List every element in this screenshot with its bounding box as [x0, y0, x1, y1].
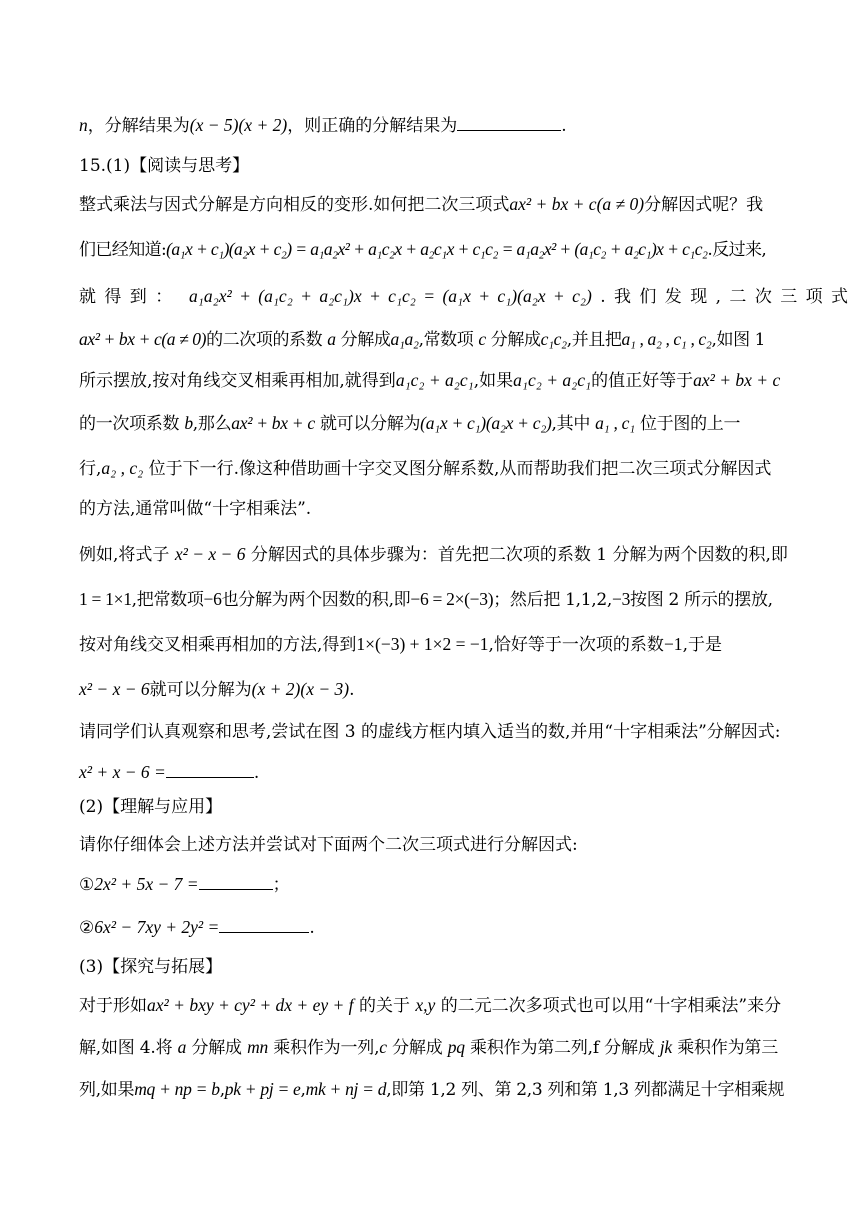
math-expression: a₁ , c₁ [595, 413, 635, 433]
section-heading: (2)【理解与应用】 [79, 797, 223, 817]
text-line [79, 760, 789, 785]
text-span: 也分解为两个因数的积,即 [221, 590, 411, 610]
text-span: 就 得 到 ： [79, 287, 173, 307]
math-expression: x² − x − 6 [174, 544, 246, 564]
math-variable: n [79, 115, 88, 135]
circled-number: ① [79, 875, 95, 895]
text-span: ,把常数项 [131, 590, 204, 610]
math-variable: pq [447, 1037, 465, 1057]
text-span: . 我 们 发 现 , 二 次 三 项 式 [600, 287, 849, 307]
text-span: 列,如果 [79, 1080, 135, 1100]
text-span: 分解因式呢？我 [644, 195, 764, 215]
math-expression: −1 [663, 634, 683, 654]
math-variable: mn [247, 1037, 269, 1057]
math-expression: x² + x − 6 = [79, 762, 166, 782]
answer-blank[interactable] [457, 114, 561, 131]
text-line [79, 192, 789, 217]
text-span: 对于形如 [79, 996, 147, 1016]
answer-blank[interactable] [166, 761, 254, 778]
text-span: ,常数项 [418, 330, 474, 350]
math-expression: −3 [612, 589, 631, 609]
math-expression: a₁c₂ + a₂c₁ [395, 370, 474, 390]
section-heading: (3)【探究与拓展】 [79, 957, 223, 977]
text-span: 的关于 [358, 996, 410, 1016]
text-span: 们已经知道: [79, 240, 167, 260]
text-span: 分解成 [340, 330, 391, 350]
text-line [79, 411, 789, 436]
text-span: 位于图的上一 [639, 414, 741, 434]
text-line: 请你仔细体会上述方法并尝试对下面两个二次三项式进行分解因式: [79, 835, 578, 855]
math-expression: (a₁x + c₁)(a₂x + c₂) = a₁a₂x² + a₁c₂x + a₂c₁x + c₁c₂ = a₁a₂x² + (a₁c₂ + a₂c₁)x + c₁c₂ [166, 239, 708, 259]
text-line [79, 872, 789, 897]
math-expression: ax² + bx + c [693, 370, 781, 390]
text-line [79, 915, 789, 940]
math-expression: 1×(−3) + 1×2 = −1 [356, 634, 489, 654]
text-span: ，分解结果为 [87, 116, 190, 136]
text-span: ,如果 [473, 371, 514, 391]
math-variable: a [327, 329, 336, 349]
text-span: . [253, 763, 260, 783]
text-span: ；然后把 1,1,2, [493, 590, 612, 610]
text-span: 就可以分解为 [319, 414, 421, 434]
text-line [79, 327, 789, 352]
text-span: 例如,将式子 [79, 545, 170, 565]
text-span: 分解因式的具体步骤为：首先把二次项的系数 1 分解为两个因数的积,即 [250, 545, 788, 565]
math-expression: a₁a₂x² + (a₁c₂ + a₂c₁)x + c₁c₂ = (a₁x + c₁)(a₂x + c₂) [189, 286, 592, 306]
math-expression: (x + 2)(x − 3) [251, 679, 350, 699]
text-line [79, 587, 789, 612]
text-span: ,于是 [682, 635, 722, 655]
text-span: 的二次项的系数 [206, 330, 323, 350]
text-span: 分解成 [490, 330, 541, 350]
text-span: ，则正确的分解结果为 [287, 116, 458, 136]
text-line [79, 284, 849, 309]
text-span: 乘积作为第三 [677, 1038, 779, 1058]
math-expression: (a₁x + c₁)(a₂x + c₂) [420, 413, 552, 433]
text-span: 的一次项系数 [79, 414, 180, 434]
text-span: 行, [79, 459, 102, 479]
section-heading: 15.(1)【阅读与思考】 [79, 156, 250, 176]
math-variable: c [379, 1037, 387, 1057]
math-expression: −6 = 2×(−3) [410, 589, 494, 609]
answer-blank[interactable] [199, 873, 273, 890]
text-line [79, 113, 789, 138]
math-expression: ax² + bxy + cy² + dx + ey + f [147, 995, 354, 1015]
text-span: ,如图 1 [711, 330, 766, 350]
text-line [79, 993, 789, 1018]
math-expression: 2x² + 5x − 7 = [94, 874, 199, 894]
text-span: ,那么 [192, 414, 232, 434]
text-line [79, 542, 789, 567]
math-expression: a₁c₂ + a₂c₁ [513, 370, 592, 390]
text-span: .反过来, [707, 240, 767, 260]
text-span: . [349, 680, 355, 700]
text-span: 分解成 [392, 1038, 443, 1058]
text-line [79, 456, 789, 481]
text-span: 解,如图 4.将 [79, 1038, 173, 1058]
text-line: 请同学们认真观察和思考,尝试在图 3 的虚线方框内填入适当的数,并用“十字相乘法”分解因式: [79, 722, 781, 742]
text-span: 的二元二次多项式也可以用“十字相乘法”来分 [440, 996, 782, 1016]
text-span: 所示摆放,按对角线交叉相乘再相加,就得到 [79, 371, 396, 391]
math-variable: jk [659, 1037, 672, 1057]
text-span: ,恰好等于一次项的系数 [488, 635, 664, 655]
math-expression: a₁ , a₂ , c₁ , c₂ [621, 329, 712, 349]
text-line [79, 237, 789, 262]
text-span: 按对角线交叉相乘再相加的方法,得到 [79, 635, 357, 655]
text-span: 整式乘法与因式分解是方向相反的变形.如何把二次三项式 [79, 195, 510, 215]
text-line [79, 632, 789, 657]
math-expression: mk + nj = d [305, 1079, 387, 1099]
text-line [79, 1035, 789, 1060]
circled-number: ② [79, 918, 95, 938]
text-span: 的值正好等于 [591, 371, 694, 391]
math-expression: pk + pj = e [224, 1079, 301, 1099]
answer-blank[interactable] [219, 916, 309, 933]
text-span: ,即第 1,2 列、第 2,3 列和第 1,3 列都满足十字相乘规 [386, 1080, 785, 1100]
text-span: 乘积作为第二列,f 分解成 [470, 1038, 655, 1058]
text-line [79, 368, 789, 393]
text-line [79, 677, 789, 702]
math-expression: a₁a₂ [390, 329, 419, 349]
math-expression: 6x² − 7xy + 2y² = [94, 917, 220, 937]
math-variable: b [184, 413, 193, 433]
math-expression: (x − 5)(x + 2) [189, 115, 288, 135]
math-variable: c [478, 329, 486, 349]
math-expression: x² − x − 6 [79, 679, 150, 699]
text-span: 分解成 [191, 1038, 242, 1058]
text-span: . [309, 918, 315, 938]
text-span: ,其中 [551, 414, 591, 434]
text-span: ； [272, 875, 290, 895]
math-expression: 1 = 1×1 [79, 589, 132, 609]
math-expression: ax² + bx + c(a ≠ 0) [509, 194, 645, 214]
math-expression: −6 [203, 589, 222, 609]
text-span: 位于下一行.像这种借助画十字交叉图分解系数,从而帮助我们把二次三项式分解因式 [148, 459, 772, 479]
text-line [79, 1077, 789, 1102]
text-span: 按图 2 所示的摆放, [630, 590, 773, 610]
text-span: 就可以分解为 [149, 680, 252, 700]
text-line: 的方法,通常叫做“十字相乘法”. [79, 499, 312, 519]
math-expression: a₂ , c₂ [101, 458, 144, 478]
math-expression: mq + np = b [134, 1079, 220, 1099]
text-span: , [219, 1080, 225, 1100]
text-span: 乘积作为一列, [273, 1038, 380, 1058]
text-span: ,并且把 [566, 330, 622, 350]
text-span: . [561, 116, 567, 136]
math-expression: ax² + bx + c [231, 413, 315, 433]
text-span: , [300, 1080, 306, 1100]
math-variable: a [177, 1037, 187, 1057]
math-variable: x,y [415, 995, 436, 1015]
math-expression: ax² + bx + c(a ≠ 0) [79, 329, 207, 349]
math-expression: c₁c₂ [540, 329, 567, 349]
